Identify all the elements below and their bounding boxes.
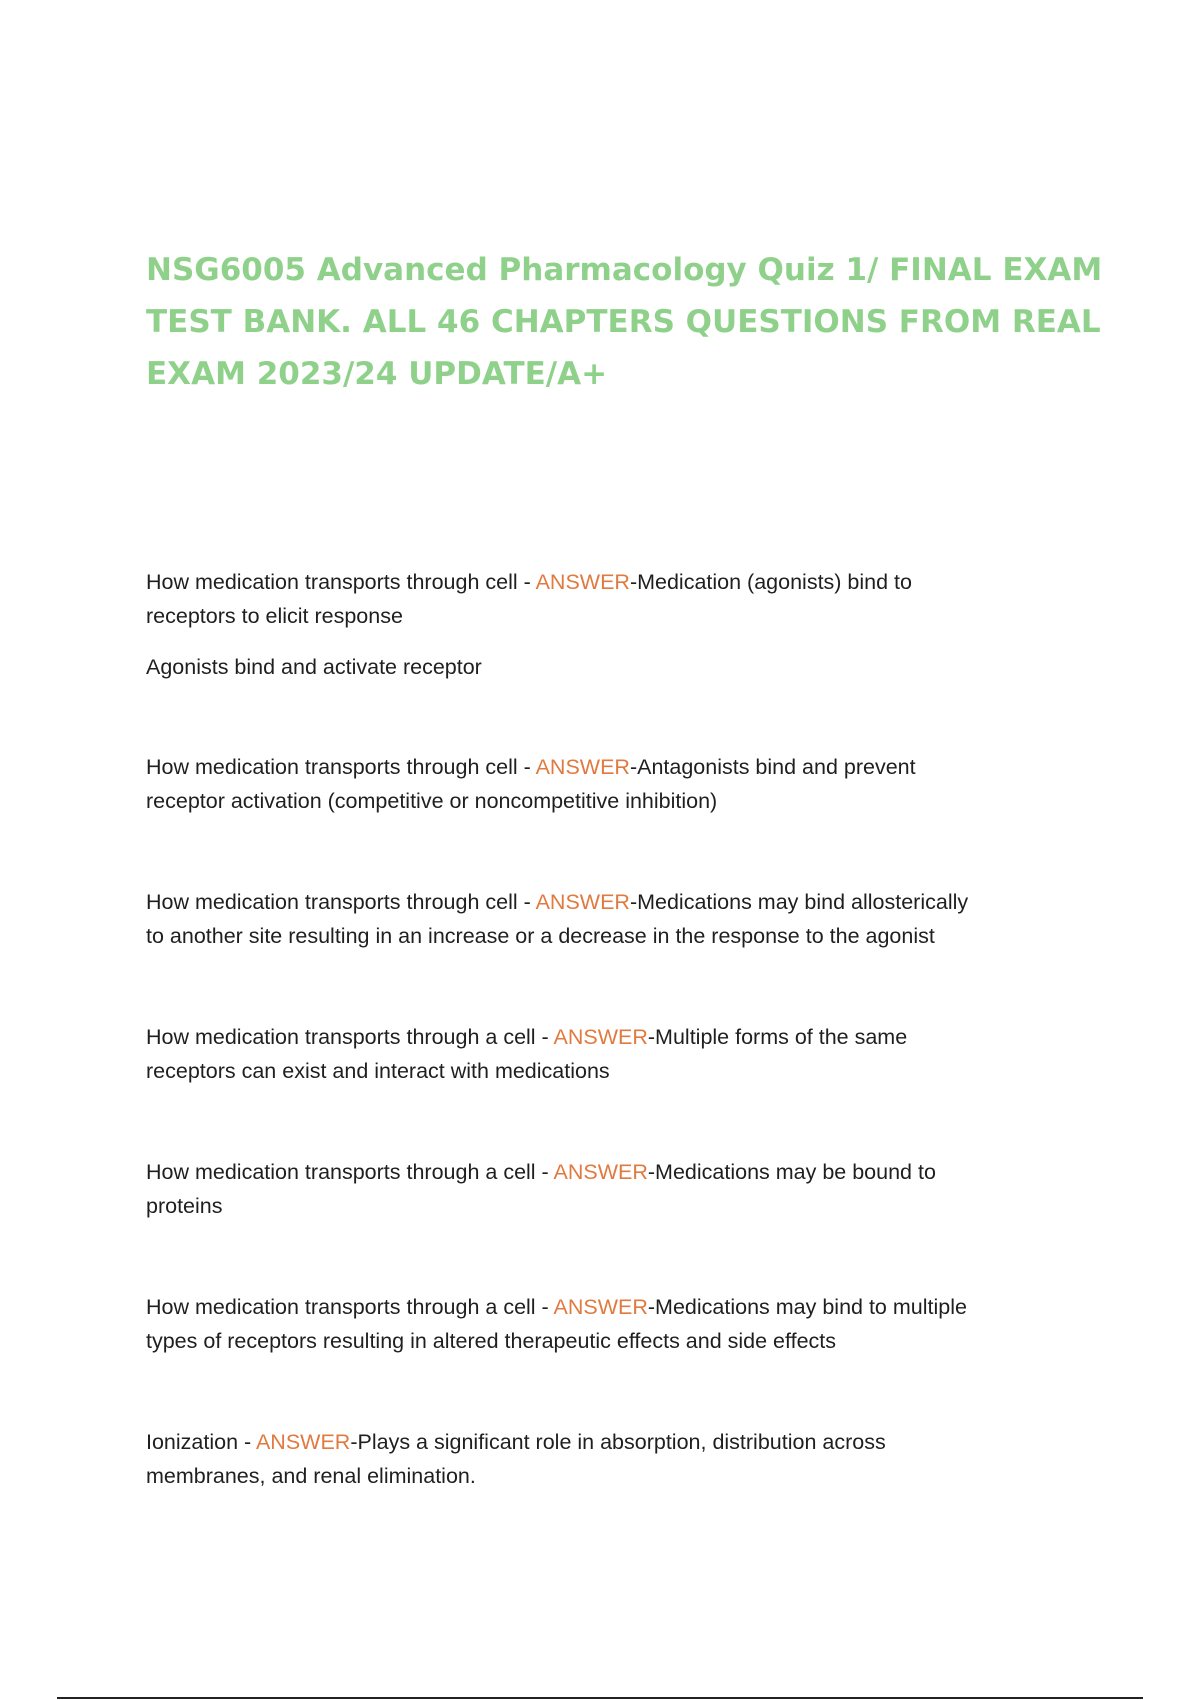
- title-line: NSG6005 Advanced Pharmacology Quiz 1/ FINAL EXAM: [146, 252, 1103, 288]
- answer-label: ANSWER: [553, 1295, 648, 1319]
- answer-text: -Multiple forms of the same: [647, 1025, 908, 1049]
- answer-label: ANSWER: [535, 890, 630, 914]
- question-text: Ionization -: [146, 1430, 256, 1454]
- qa-first-line: [146, 885, 1076, 919]
- answer-label: ANSWER: [553, 1160, 648, 1184]
- qa-entry: [146, 885, 1076, 953]
- title-line: TEST BANK. ALL 46 CHAPTERS QUESTIONS FROM REAL: [146, 304, 1101, 340]
- footer-divider: [57, 1697, 1143, 1699]
- answer-text: -Plays a significant role in absorption, distribution across: [350, 1430, 886, 1454]
- answer-continuation: receptors can exist and interact with medications: [146, 1059, 610, 1083]
- qa-entry: [146, 565, 1076, 633]
- document-title: [146, 244, 1103, 400]
- answer-continuation: proteins: [146, 1194, 223, 1218]
- qa-entry: [146, 1425, 1076, 1493]
- answer-text: -Medications may bind allosterically: [629, 890, 969, 914]
- qa-first-line: [146, 565, 1076, 599]
- answer-label: ANSWER: [535, 755, 630, 779]
- qa-first-line: [146, 1290, 1076, 1324]
- answer-text: -Medication (agonists) bind to: [629, 570, 912, 594]
- question-text: How medication transports through cell -: [146, 890, 536, 914]
- answer-text: -Antagonists bind and prevent: [629, 755, 916, 779]
- question-text: How medication transports through a cell -: [146, 1160, 554, 1184]
- qa-entry: [146, 750, 1076, 818]
- qa-entry: [146, 1155, 1076, 1223]
- answer-continuation: membranes, and renal elimination.: [146, 1464, 476, 1488]
- title-line: EXAM 2023/24 UPDATE/A+: [146, 356, 608, 392]
- qa-first-line: [146, 1155, 1076, 1189]
- answer-label: ANSWER: [535, 570, 630, 594]
- answer-continuation: receptor activation (competitive or noncompetitive inhibition): [146, 789, 718, 813]
- qa-first-line: [146, 750, 1076, 784]
- qa-first-line: [146, 1425, 1076, 1459]
- qa-entry: [146, 1020, 1076, 1088]
- answer-label: ANSWER: [553, 1025, 648, 1049]
- question-text: How medication transports through cell -: [146, 755, 536, 779]
- answer-continuation: to another site resulting in an increase or a decrease in the response to the agonist: [146, 924, 935, 948]
- answer-text: -Medications may be bound to: [647, 1160, 936, 1184]
- answer-label: ANSWER: [255, 1430, 351, 1454]
- question-text: How medication transports through a cell -: [146, 1295, 554, 1319]
- question-text: How medication transports through cell -: [146, 570, 536, 594]
- qa-entry: [146, 1290, 1076, 1358]
- qa-first-line: [146, 1020, 1076, 1054]
- answer-text: -Medications may bind to multiple: [647, 1295, 967, 1319]
- question-text: How medication transports through a cell -: [146, 1025, 554, 1049]
- extra-note: Agonists bind and activate receptor: [146, 655, 482, 679]
- answer-continuation: types of receptors resulting in altered therapeutic effects and side effects: [146, 1329, 836, 1353]
- answer-continuation: receptors to elicit response: [146, 604, 403, 628]
